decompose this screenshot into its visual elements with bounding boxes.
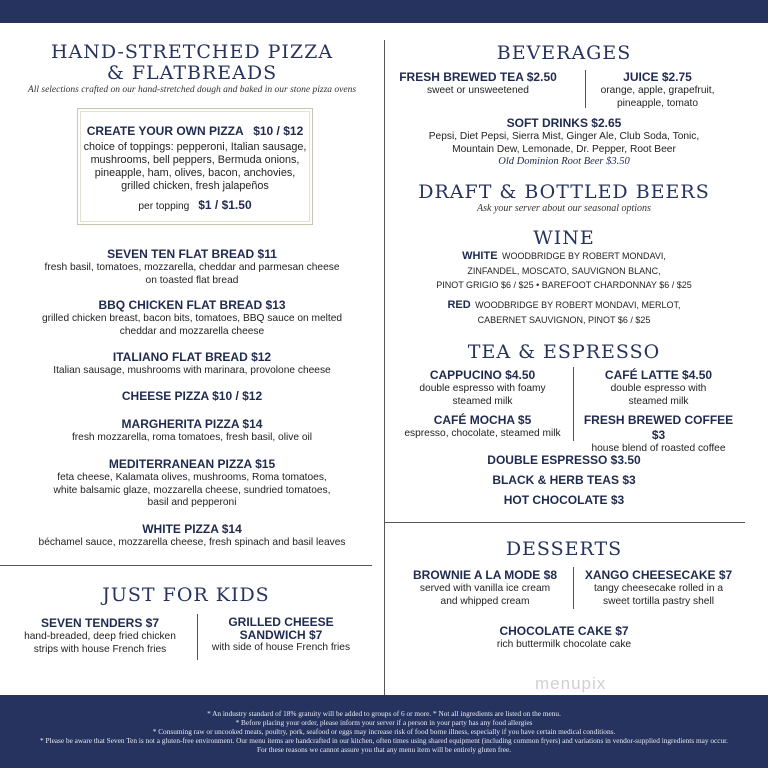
item-title: CAPPUCINO $4.50 [429,368,536,382]
divider [573,367,574,441]
item-title: CAFÉ LATTE $4.50 [604,368,713,382]
divider [197,614,198,660]
wine-white [384,248,744,292]
item-desc: grilled chicken breast, bacon bits, tomatoes, BBQ sauce on melted [41,313,343,324]
wine-red [384,297,744,327]
menu-item [0,417,384,445]
item-title: CHOCOLATE CAKE $7 [499,624,629,638]
item-title: SEVEN TENDERS $7 [40,616,160,630]
item-title: MEDITERRANEAN PIZZA $15 [108,457,276,471]
item-title: SOFT DRINKS $2.65 [506,116,622,130]
footer-note: * Before placing your order, please inform your server if a person in your party has any food allergies [235,718,533,727]
item-desc: house blend of roasted coffee [591,443,726,454]
item-desc: white balsamic glaze, mozzarella cheese, sundried tomatoes, [53,484,331,496]
kids-heading: JUST FOR KIDS [102,584,270,606]
item-desc: on toasted flat bread [145,274,239,286]
heading-line: & FLATBREADS [106,62,278,84]
item-desc: strips with house French fries [33,643,167,655]
item-title: FRESH BREWED TEA $2.50 [399,70,557,84]
footer-note: * Consuming raw or uncooked meats, poultry, pork, seafood or eggs may increase risk of food borne illness, especially if you have certain medical conditions. [152,727,616,736]
item-desc: pineapple, tomato [617,97,698,109]
menu-item [200,616,362,655]
item-title: BLACK & HERB TEAS $3 [492,473,636,487]
per-topping-label: per topping [138,201,190,212]
tea-espresso-heading: TEA & ESPRESSO [467,341,661,363]
menu-item [0,457,384,510]
footer-note: * Please be aware that Seven Ten is not a gluten-free environment. Our menu items are handcrafted in our kitchen, often times using shared equipment (including common fryers) and variations in vendor-supplied ingredients may occur. For these reasons we cannot assure you that any menu item will be entirely gluten free. [40,736,728,754]
watermark-logo: menupix [535,674,607,693]
item-title: DOUBLE ESPRESSO $3.50 [487,453,641,467]
beers-section [384,182,744,214]
menu-item [0,389,384,404]
item-desc: rich buttermilk chocolate cake [496,639,632,650]
menu-item [0,298,384,338]
beers-heading: DRAFT & BOTTLED BEERS [418,181,710,203]
item-title: HOT CHOCOLATE $3 [503,493,625,507]
footer-notes [0,697,768,754]
item-desc: feta cheese, Kalamata olives, mushrooms, Roma tomatoes, [57,472,327,483]
menu-item [0,522,384,550]
divider [384,522,745,523]
footer-note: * An industry standard of 18% gratuity will be added to groups of 6 or more. * Not all ingredients are listed on the menu. [207,709,561,718]
wine-desc: PINOT GRIGIO $6 / $25 • BAREFOOT CHARDONNAY $6 / $25 [436,280,692,290]
pizza-section-heading [0,42,384,95]
item-desc: with side of house French fries [211,642,351,653]
item-desc: grilled chicken, fresh jalapeños [121,180,269,192]
menu-item [384,116,744,167]
item-extra: Old Dominion Root Beer $3.50 [498,156,630,167]
menu-item [384,624,744,652]
wine-label: RED [447,299,471,311]
divider [585,70,586,108]
item-desc: fresh basil, tomatoes, mozzarella, cheddar and parmesan cheese [44,262,340,273]
item-desc: espresso, chocolate, steamed milk [404,428,561,439]
divider [0,565,372,566]
menu-item [0,247,384,287]
item-title: XANGO CHEESECAKE $7 [584,568,733,582]
menu-item [395,413,570,441]
item-desc: tangy cheesecake rolled in a [593,583,724,594]
item-desc: sweet tortilla pastry shell [603,595,714,607]
wine-desc: ZINFANDEL, MOSCATO, SAUVIGNON BLANC, [467,266,661,276]
pizza-subtitle: All selections crafted on our hand-stretched dough and baked in our stone pizza ovens [27,85,357,95]
menu-item [590,70,725,110]
wine-desc: WOODBRIDGE BY ROBERT MONDAVI, MERLOT, [475,300,681,310]
item-desc: béchamel sauce, mozzarella cheese, fresh spinach and basil leaves [38,537,346,548]
heading-line: HAND-STRETCHED PIZZA [50,41,334,63]
top-banner [0,0,768,23]
item-desc: double espresso with [610,383,707,394]
menu-item [15,616,185,656]
menu-item [395,568,575,608]
wine-label: WHITE [462,250,498,262]
item-title: SANDWICH $7 [239,628,323,642]
per-topping-price: $1 / $1.50 [198,198,252,212]
item-desc: orange, apple, grapefruit, [600,85,715,96]
item-title: CREATE YOUR OWN PIZZA $10 / $12 [86,124,304,138]
item-title: WHITE PIZZA $14 [142,522,242,536]
wine-desc: CABERNET SAUVIGNON, PINOT $6 / $25 [477,315,651,325]
item-desc: cheddar and mozzarella cheese [119,325,265,337]
item-title: GRILLED CHEESE [228,615,334,629]
item-desc: fresh mozzarella, roma tomatoes, fresh basil, olive oil [71,432,313,443]
item-title: BROWNIE A LA MODE $8 [412,568,557,582]
item-title: MARGHERITA PIZZA $14 [121,417,263,431]
item-title: BBQ CHICKEN FLAT BREAD $13 [98,298,286,312]
item-desc: hand-breaded, deep fried chicken [24,631,176,642]
divider [573,567,574,609]
item-title: SEVEN TEN FLAT BREAD $11 [107,247,277,261]
tea-singles [384,450,744,510]
item-desc: Mountain Dew, Lemonade, Dr. Pepper, Root Beer [452,143,676,155]
item-desc: sweet or unsweetened [427,85,529,96]
create-your-own-pizza [77,124,313,214]
item-desc: and whipped cream [440,595,530,607]
wine-heading: WINE [533,227,595,249]
item-title: ITALIANO FLAT BREAD $12 [112,350,272,364]
item-title: JUICE $2.75 [623,70,692,84]
desserts-heading: DESSERTS [505,538,623,560]
item-title: FRESH BREWED COFFEE $3 [583,413,734,442]
item-desc: Pepsi, Diet Pepsi, Sierra Mist, Ginger Ale, Club Soda, Tonic, [428,131,700,142]
menu-item [576,368,741,408]
item-desc: pineapple, ham, olives, bacon, anchovies, [94,167,296,179]
item-desc: Italian sausage, mushrooms with marinara, provolone cheese [53,365,331,376]
item-desc: basil and pepperoni [147,497,237,508]
menu-item [576,568,741,608]
beverages-heading: BEVERAGES [496,42,632,64]
item-title: CHEESE PIZZA $10 / $12 [121,389,263,403]
menu-item [395,368,570,408]
item-title: CAFÉ MOCHA $5 [433,413,532,427]
item-desc: double espresso with foamy [419,383,546,394]
item-desc: choice of toppings: pepperoni, Italian sausage, [83,141,307,153]
menu-item [392,70,564,98]
item-desc: mushrooms, bell peppers, Bermuda onions, [90,154,300,166]
item-desc: steamed milk [628,395,689,407]
beers-subtitle: Ask your server about our seasonal options [477,203,651,214]
menu-item [0,350,384,378]
item-desc: served with vanilla ice cream [419,583,551,594]
item-desc: steamed milk [452,395,513,407]
wine-desc: WOODBRIDGE BY ROBERT MONDAVI, [502,251,666,261]
